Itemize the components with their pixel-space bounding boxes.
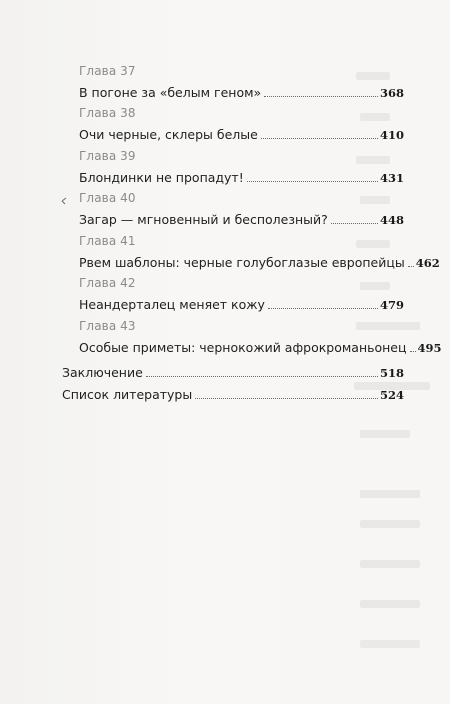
page-number: 448 [379,213,404,227]
toc-chapter-41 [79,234,440,271]
dot-leader [146,376,378,377]
toc-chapter-38 [79,106,404,143]
toc-entry[interactable] [79,170,404,186]
page-number: 368 [379,86,404,100]
chapter-title: Рвем шаблоны: черные голубоглазые европейцы [79,255,405,270]
page-number: 431 [379,171,404,185]
margin-check-mark [61,196,71,206]
toc-conclusion[interactable] [62,365,404,381]
chapter-label: Глава 38 [79,106,136,120]
chapter-title: Загар — мгновенный и бесполезный? [79,212,328,227]
dot-leader [247,181,378,182]
toc-chapter-40 [79,191,404,228]
page-number: 462 [415,256,440,270]
conclusion-title: Заключение [62,365,143,380]
page-number: 479 [379,298,404,312]
toc-entry[interactable] [79,85,404,101]
chapter-title: Очи черные, склеры белые [79,127,258,142]
page-number: 410 [379,128,404,142]
chapter-label: Глава 41 [79,234,136,248]
page-number: 518 [379,366,404,380]
toc-entry[interactable] [79,340,442,356]
dot-leader [331,223,378,224]
chapter-label: Глава 39 [79,149,136,163]
dot-leader [195,398,378,399]
dot-leader [264,96,378,97]
page-number: 495 [417,341,442,355]
toc-chapter-37 [79,64,404,101]
toc-chapter-42 [79,276,404,313]
dot-leader [261,138,378,139]
chapter-label: Глава 37 [79,64,136,78]
chapter-title: Неандерталец меняет кожу [79,297,265,312]
chapter-label: Глава 42 [79,276,136,290]
references-title: Список литературы [62,387,193,402]
page-number: 524 [379,388,404,402]
dot-leader [268,308,378,309]
toc-chapter-43 [79,319,442,356]
toc-entry[interactable] [79,212,404,228]
chapter-label: Глава 40 [79,191,136,205]
chapter-title: Блондинки не пропадут! [79,170,244,185]
toc-references[interactable] [62,387,404,403]
chapter-label: Глава 43 [79,319,136,333]
chapter-title: В погоне за «белым геном» [79,85,262,100]
dot-leader [410,351,416,352]
toc-chapter-39 [79,149,404,186]
dot-leader [408,266,414,267]
chapter-title: Особые приметы: чернокожий афрокроманьонец [79,340,407,355]
toc-entry[interactable] [79,297,404,313]
toc-entry[interactable] [79,255,440,271]
toc-entry[interactable] [79,127,404,143]
